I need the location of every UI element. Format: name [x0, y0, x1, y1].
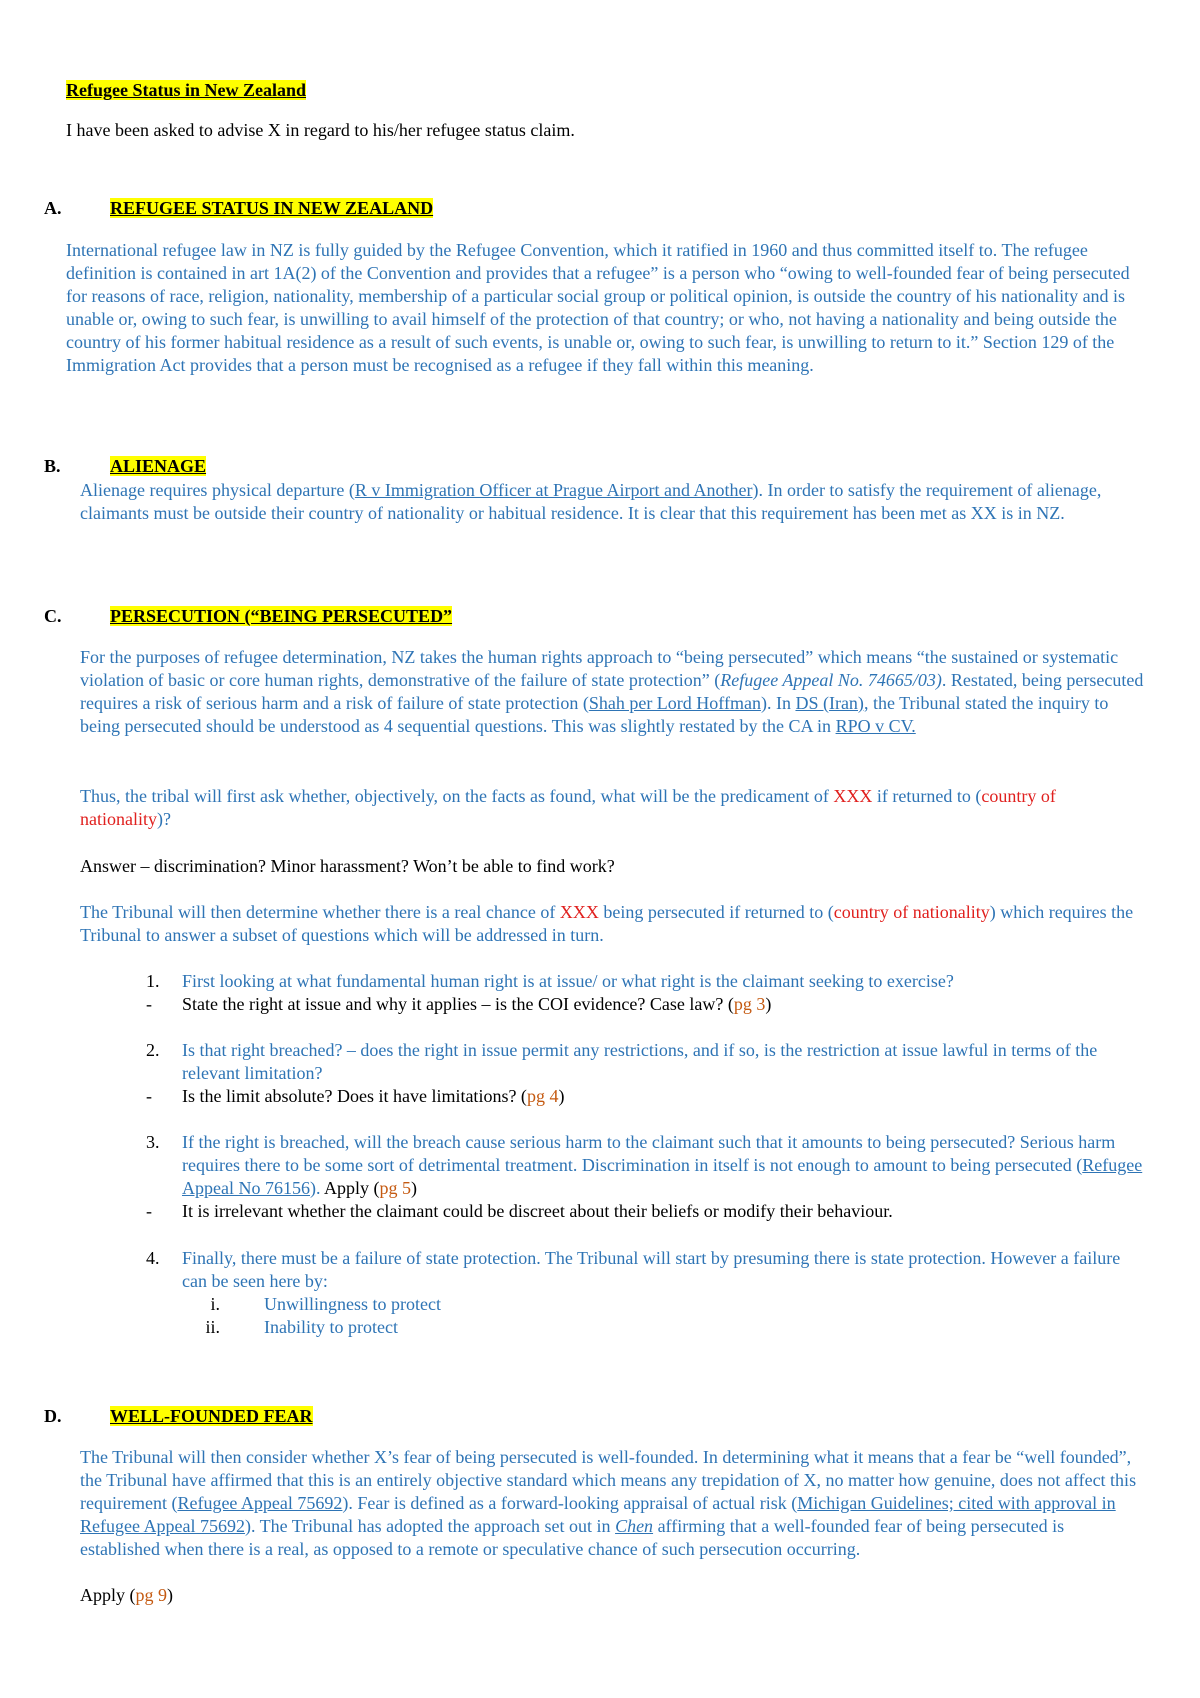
text-span: if returned to ( — [872, 786, 982, 806]
intro-paragraph: I have been asked to advise X in regard to his/her refugee status claim. — [66, 120, 575, 140]
placeholder-country: country of nationality — [833, 902, 990, 922]
page-reference: pg 9 — [135, 1585, 167, 1605]
sub-item-number: i. — [210, 1294, 220, 1314]
text-span: . Restated, being persecuted requires a risk of serious harm and a risk of failure of state protection ( — [80, 670, 1144, 713]
sub-item-number: ii. — [205, 1317, 220, 1337]
text-span: , the Tribunal stated the inquiry to being persecuted should be understood as 4 sequential questions. This was slightly restated by the CA in — [80, 693, 1109, 736]
text-span: ) — [411, 1178, 417, 1198]
case-citation: Refugee Appeal No 76156 — [182, 1155, 1143, 1198]
page-reference: pg 5 — [379, 1178, 411, 1198]
sub-item-i — [200, 1293, 1100, 1316]
case-citation: DS (Iran) — [795, 693, 864, 713]
question-3 — [146, 1131, 1146, 1200]
section-c-heading — [44, 605, 452, 628]
list-number: 2. — [146, 1040, 160, 1060]
case-citation: RPO v CV. — [835, 716, 916, 736]
case-citation: Refugee Appeal No. 74665/03) — [720, 670, 942, 690]
section-d-title: WELL-FOUNDED FEAR — [110, 1406, 313, 1426]
section-d-body — [80, 1446, 1148, 1561]
apply-label: Apply ( — [324, 1178, 380, 1198]
list-number: 1. — [146, 971, 160, 991]
text-span: The Tribunal will then determine whether there is a real chance of — [80, 902, 560, 922]
question-text — [182, 1131, 1146, 1200]
document-title-text: Refugee Status in New Zealand — [66, 80, 307, 100]
note-text — [182, 993, 1146, 1016]
section-c-letter: C. — [44, 606, 62, 626]
section-d-apply — [80, 1584, 1148, 1607]
section-b-body — [80, 479, 1148, 525]
case-citation: Michigan Guidelines; cited with approval in Refugee Appeal 75692 — [80, 1493, 1116, 1536]
section-c-para-2 — [80, 785, 1148, 831]
section-a-letter: A. — [44, 198, 62, 218]
question-3-note — [146, 1200, 1146, 1223]
text-span: ) — [765, 994, 772, 1014]
text-span: affirming that a well-founded fear of being persecuted is established when there is a real, as opposed to a remote or speculative chance of such persecution occurring. — [80, 1516, 1065, 1559]
question-4 — [146, 1247, 1146, 1293]
section-b-heading — [44, 455, 206, 478]
placeholder-claimant: XXX — [833, 786, 873, 806]
dash-marker: - — [146, 1201, 152, 1221]
text-span: ). — [309, 1178, 324, 1198]
section-a-title: REFUGEE STATUS IN NEW ZEALAND — [110, 198, 434, 218]
case-citation: Refugee Appeal 75692 — [177, 1493, 343, 1513]
text-span: ) which requires the Tribunal to answer a subset of questions which will be addressed in turn. — [80, 902, 1134, 945]
note-text — [182, 1085, 1146, 1108]
list-number: 3. — [146, 1132, 160, 1152]
sub-item-text: Unwillingness to protect — [264, 1294, 441, 1314]
section-c-para-3 — [80, 901, 1148, 947]
text-span: For the purposes of refugee determination, NZ takes the human rights approach to “being persecuted” which means “the sustained or systematic violation of basic or core human rights, demonstrative of the failure of state protection” ( — [80, 647, 1119, 690]
question-text: Is that right breached? – does the right in issue permit any restrictions, and if so, is the restriction at issue lawful in terms of the relevant limitation? — [182, 1040, 1098, 1083]
case-citation: Shah per Lord Hoffman — [588, 693, 761, 713]
question-2-note — [146, 1085, 1146, 1108]
section-b-title: ALIENAGE — [110, 456, 207, 476]
apply-label: Apply ( — [80, 1585, 136, 1605]
list-number: 4. — [146, 1248, 160, 1268]
text-span: The Tribunal will then consider whether X’s fear of being persecuted is well-founded. In determining what it means that a fear be “well founded”, the Tribunal have affirmed that this is an entirely objective standard which means any trepidation of X, no matter how genuine, does not affect this requirement ( — [80, 1447, 1137, 1513]
question-text: First looking at what fundamental human right is at issue/ or what right is the claimant seeking to exercise? — [182, 971, 954, 991]
section-d-heading — [44, 1405, 313, 1428]
text-span: ). In — [760, 693, 796, 713]
section-b-text-2: ). In order to satisfy the requirement of alienage, claimants must be outside their country of nationality or habitual residence. It is clear that this requirement has been met as XX is in NZ. — [80, 480, 1102, 523]
question-1 — [146, 970, 1146, 993]
text-span: State the right at issue and why it applies – is the COI evidence? Case law? ( — [182, 994, 734, 1014]
section-b-letter: B. — [44, 456, 61, 476]
text-span: Thus, the tribal will first ask whether, objectively, on the facts as found, what will be the predicament of — [80, 786, 834, 806]
text-span: If the right is breached, will the breach cause serious harm to the claimant such that it amounts to being persecuted? Serious harm requires there to be some sort of detrimental treatment. Discrimination in itself is not enough to amount to being persecuted ( — [182, 1132, 1116, 1175]
sub-item-text: Inability to protect — [264, 1317, 398, 1337]
section-a-heading — [44, 197, 433, 220]
question-2 — [146, 1039, 1146, 1085]
dash-marker: - — [146, 1086, 152, 1106]
note-text: It is irrelevant whether the claimant could be discreet about their beliefs or modify their behaviour. — [182, 1201, 893, 1221]
answer-line: Answer – discrimination? Minor harassment? Won’t be able to find work? — [80, 856, 615, 876]
page-reference: pg 4 — [526, 1086, 559, 1106]
case-citation: Chen — [615, 1516, 654, 1536]
section-c-para-1 — [80, 646, 1148, 738]
section-c-title: PERSECUTION (“BEING PERSECUTED” — [110, 606, 453, 626]
document-title — [66, 79, 306, 102]
text-span: ) — [167, 1585, 173, 1605]
text-span: ) — [558, 1086, 565, 1106]
text-span: )? — [156, 809, 171, 829]
section-a-body: International refugee law in NZ is fully guided by the Refugee Convention, which it ratified in 1960 and thus committed itself to. The refugee definition is contained in art 1A(2) of the Convention and provides that a refugee” is a person who “owing to well-founded fear of being persecuted for reasons of race, religion, nationality, membership of a particular social group or political opinion, is outside the country of his nationality and is unable or, owing to such fear, is unwilling to avail himself of the protection of that country; or who, not having a nationality and being outside the country of his former habitual residence as a result of such events, is unable or, owing to such fear, is unwilling to return to it.” Section 129 of the Immigration Act provides that a person must be recognised as a refugee if they fall within this meaning. — [66, 240, 1130, 375]
dash-marker: - — [146, 994, 152, 1014]
text-span: ). Fear is defined as a forward-looking appraisal of actual risk ( — [342, 1493, 798, 1513]
text-span: Is the limit absolute? Does it have limitations? ( — [182, 1086, 527, 1106]
section-b-text-1: Alienage requires physical departure ( — [80, 480, 355, 500]
placeholder-country: country of nationality — [80, 786, 1056, 829]
page-reference: pg 3 — [733, 994, 766, 1014]
sub-item-ii — [200, 1316, 1100, 1339]
text-span: ). The Tribunal has adopted the approach set out in — [244, 1516, 616, 1536]
question-1-note — [146, 993, 1146, 1016]
case-citation: R v Immigration Officer at Prague Airport and Another — [354, 480, 753, 500]
section-d-letter: D. — [44, 1406, 62, 1426]
text-span: being persecuted if returned to ( — [598, 902, 834, 922]
question-text: Finally, there must be a failure of state protection. The Tribunal will start by presuming there is state protection. However a failure can be seen here by: — [182, 1248, 1121, 1291]
placeholder-claimant: XXX — [559, 902, 599, 922]
